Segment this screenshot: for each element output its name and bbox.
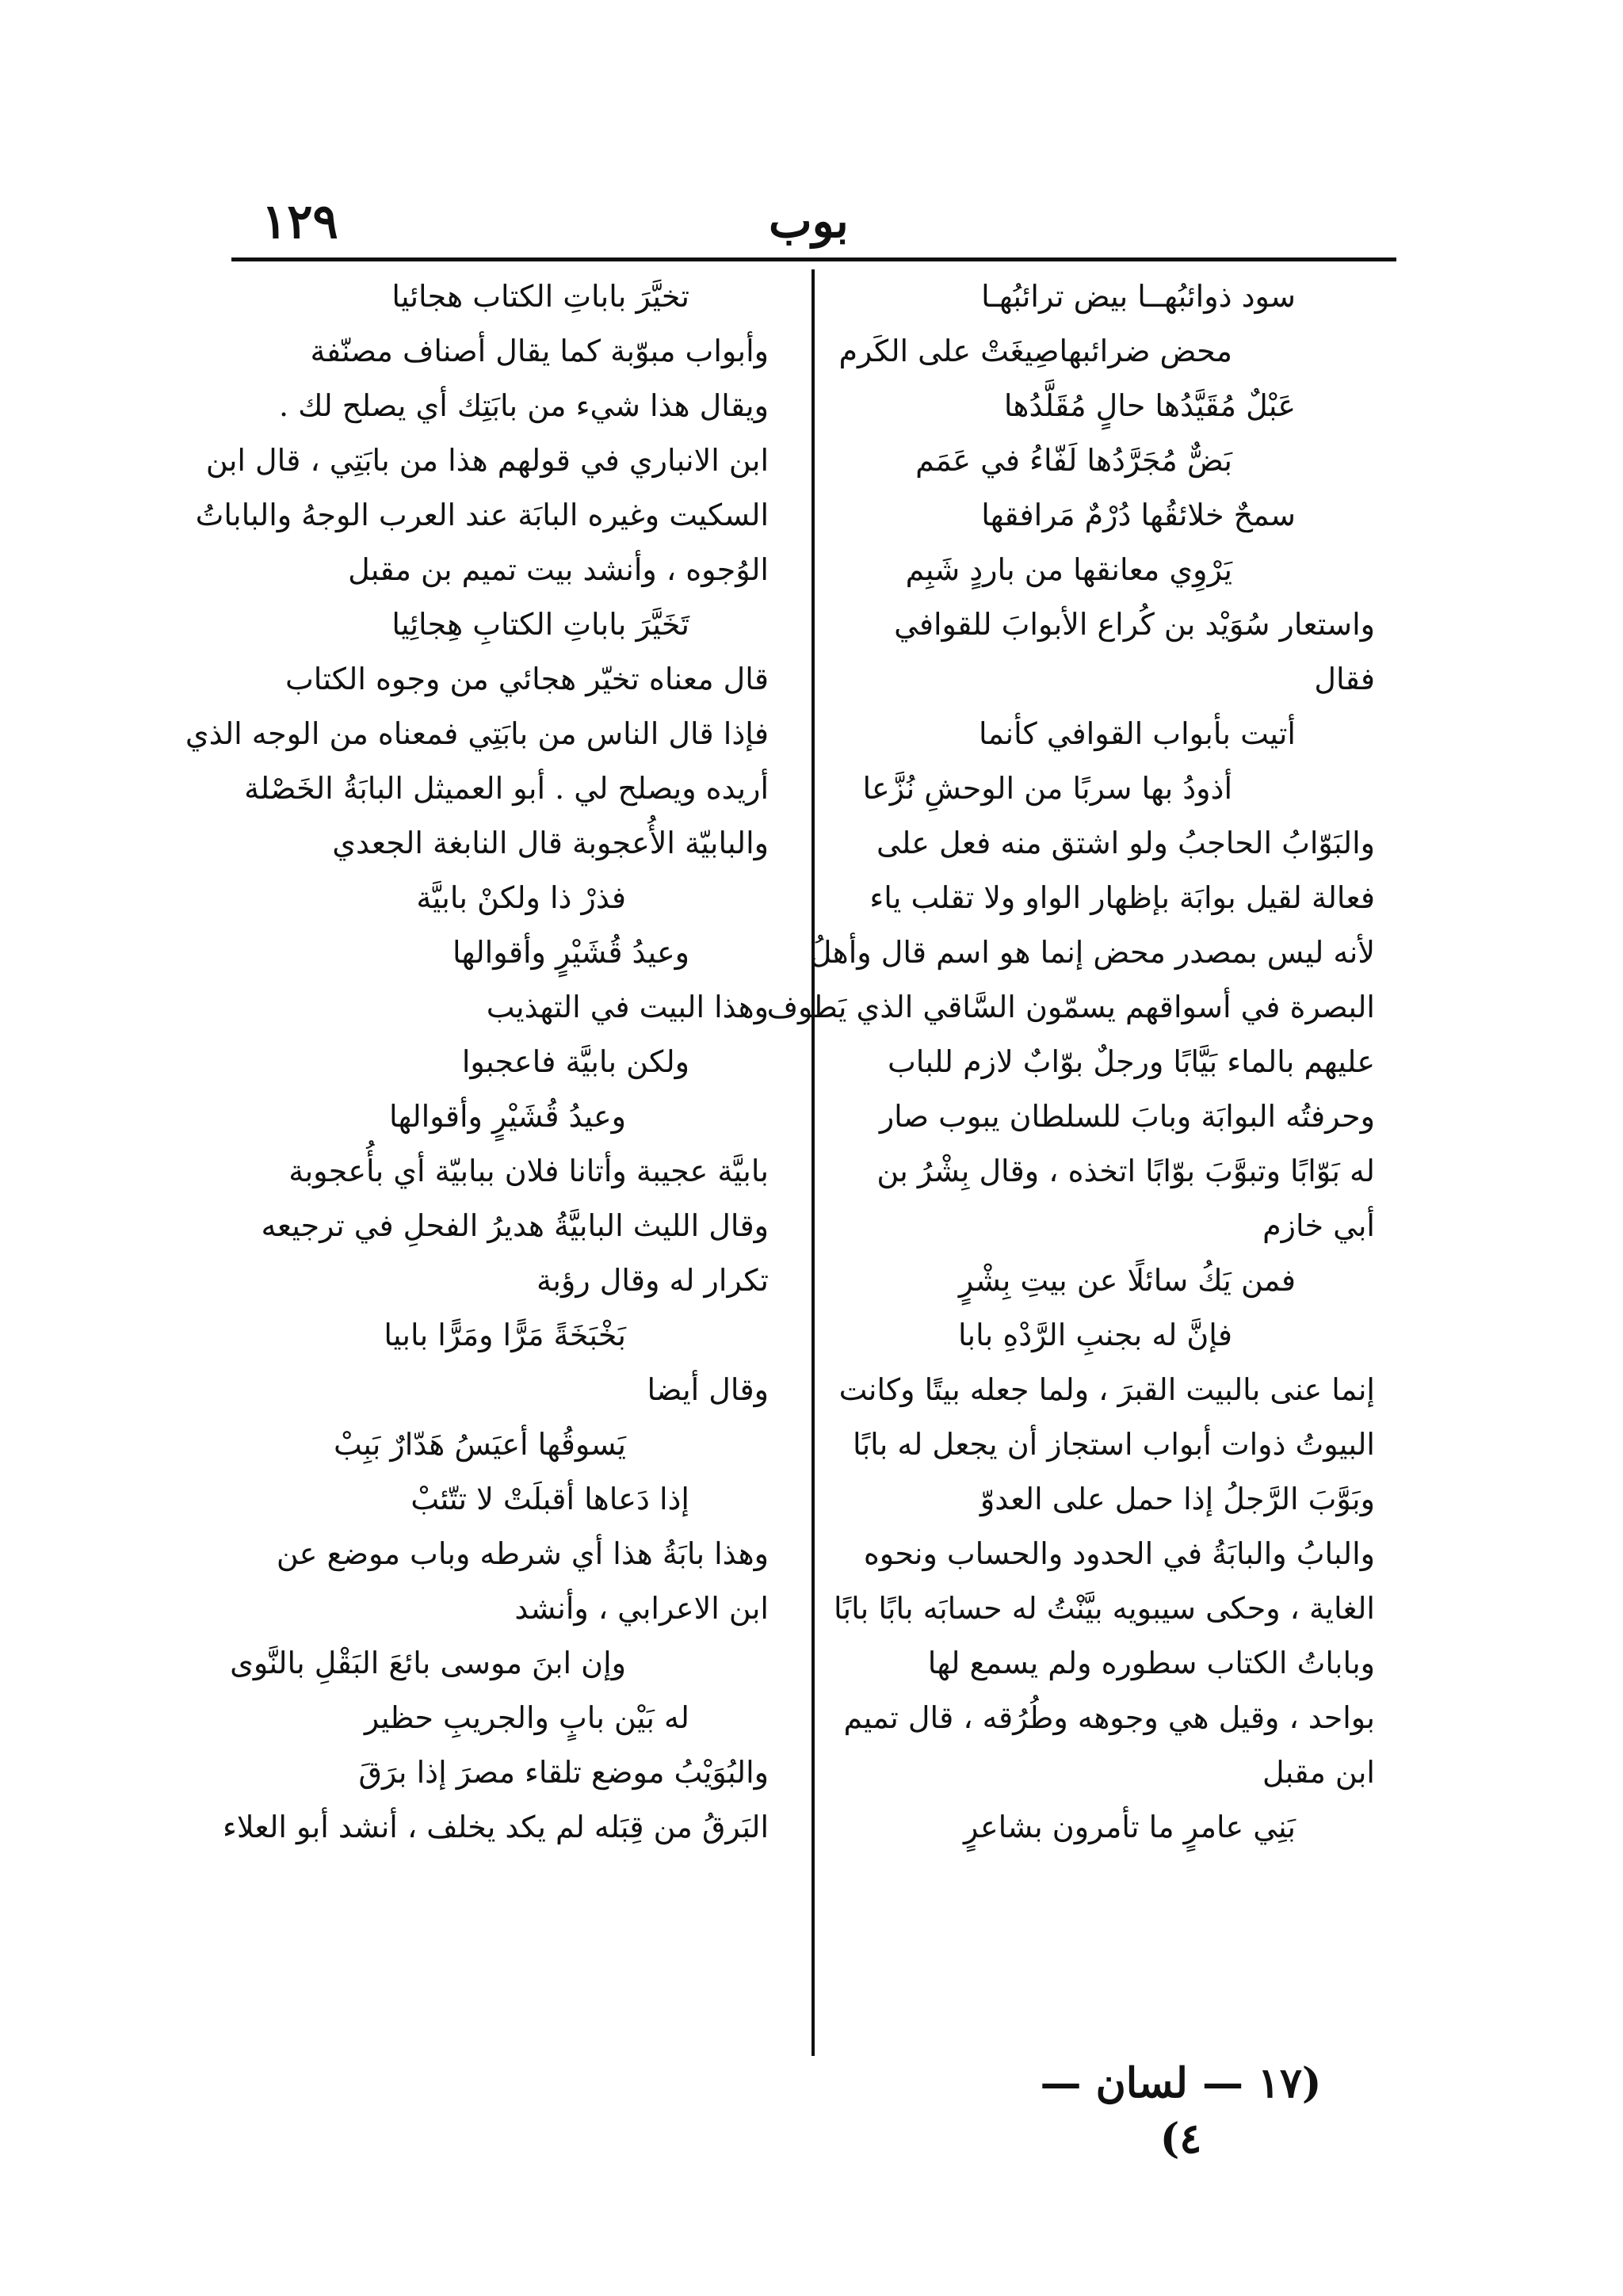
right-column-line: له بَوّابًا وتبوَّبَ بوّابًا اتخذه ، وقال بِشْرُ بن [876,1154,1375,1188]
right-column-line: لأنه ليس بمصدر محض إنما هو اسم قال وأهلُ [809,935,1375,970]
right-column-line: أتيت بأبواب القوافي كأنما [978,716,1296,751]
left-column-line: السكيت وغيره البابَة عند العرب الوجهُ والباباتُ [195,498,769,532]
left-column-line: وإن ابنَ موسى بائعَ البَقْلِ بالنَّوى [230,1646,626,1680]
left-column-line: فذرْ ذا ولكنْ بابيَّة [416,880,626,915]
left-column-line: قال معناه تخيّر هجائي من وجوه الكتاب [285,662,769,696]
left-column-line: وعيدُ قُشَيْرٍ وأقوالها [452,935,689,970]
left-column-line: ابن الاعرابي ، وأنشد [514,1591,769,1626]
left-column-line: ابن الانباري في قولهم هذا من بابَتِي ، قال ابن [205,443,769,478]
right-column-line: ابن مقبل [1262,1755,1375,1790]
left-column-line: تخيَّرَ باباتِ الكتاب هجائيا [391,279,689,314]
right-column [766,269,1375,2060]
left-column-line: وقال أيضا [647,1372,769,1407]
right-column-line: محض ضرائبهاصِيغَتْ على الكَرم [838,334,1232,368]
left-column-line: وقال الليث البابيَّةُ هديرُ الفحلِ في ترجيعه [261,1208,769,1243]
signature-mark: (١٧ — لسان — ٤) [1040,2059,1322,2163]
right-column-line: واستعار سُوَيْد بن كُراع الأبوابَ للقوافي [894,607,1375,642]
right-column-line: سود ذوائبُهــا بيض ترائبُهـا [981,279,1296,314]
right-column-line: بواحد ، وقيل هي وجوهه وطُرُقه ، قال تميم [843,1700,1375,1735]
right-column-line: والبَوّابُ الحاجبُ ولو اشتق منه فعل على [876,826,1375,860]
right-column-line: فقال [1314,662,1375,696]
left-column-line: وهذا البيت في التهذيب [486,990,769,1024]
left-column-line: تَخَيَّرَ باباتِ الكتابِ هِجائِيا [391,607,689,642]
left-column-line: بابيَّة عجيبة وأتانا فلان ببابيّة أي بأُعجوبة [288,1154,769,1188]
right-column-line: وحرفتُه البوابَة وبابَ للسلطان يبوب صار [879,1099,1375,1134]
right-column-line: إنما عنى بالبيت القبرَ ، ولما جعله بيتًا وكانت [838,1372,1375,1407]
right-column-line: وباباتُ الكتاب سطوره ولم يسمع لها [927,1646,1375,1680]
left-column-line: أريده ويصلح لي . أبو العميثل البابَةُ الخَصْلة [244,771,769,806]
left-column-line: بَخْبَخَةً مَرًّا ومَرًّا بابيا [384,1318,626,1352]
right-column-line: عَبْلٌ مُقَيَّدُها حالٍ مُقَلَّدُها [1003,388,1296,423]
column-divider [812,269,815,2056]
right-column-line: الغاية ، وحكى سيبويه بيَّنْتُ له حسابَه بابًا بابًا [833,1591,1375,1626]
left-column [185,269,769,2060]
header-rule [231,257,1396,261]
right-column-line: بَنِي عامرٍ ما تأمرون بشاعرٍ [964,1810,1296,1844]
right-column-line: سمحٌ خلائقُها دُرْمٌ مَرافقها [981,498,1296,532]
right-column-line: بَضٌّ مُجَرَّدُها لَفّاءُ في عَمَم [915,443,1232,478]
left-column-line: والبُوَيْبُ موضع تلقاء مصرَ إذا برَقَ [358,1755,769,1790]
right-column-line: أذودُ بها سربًا من الوحشِ نُزَّعا [862,771,1232,806]
right-column-line: البيوتُ ذوات أبواب استجاز أن يجعل له بابًا [853,1427,1375,1462]
left-column-line: وهذا بابَةُ هذا أي شرطه وباب موضع عن [276,1536,769,1571]
right-column-line: يَرْوِي معانقها من باردٍ شَبِم [905,552,1232,587]
left-column-line: ويقال هذا شيء من بابَتِك أي يصلح لك . [278,388,769,423]
page-number: ١٢٩ [262,194,338,250]
left-column-line: ولكن بابيَّة فاعجبوا [461,1044,689,1079]
left-column-line: إذا دَعاها أقبلَتْ لا تتّئبْ [411,1482,689,1516]
right-column-line: عليهم بالماء بَيَّابًا ورجلٌ بوّابٌ لازم للباب [888,1044,1375,1079]
right-column-line: وبَوَّبَ الرَّجلُ إذا حمل على العدوّ [980,1482,1375,1516]
left-column-line: له بَيْن بابٍ والجريبِ حظير [364,1700,689,1735]
right-column-line: فمن يَكُ سائلًا عن بيتِ بِشْرٍ [958,1263,1296,1298]
root-word-heading: بوب [769,194,849,248]
right-column-line: أبي خازم [1262,1208,1375,1243]
right-column-line: فعالة لقيل بوابَة بإظهار الواو ولا تقلب ياء [869,880,1375,915]
left-column-line: وأبواب مبوّبة كما يقال أصناف مصنّفة [310,334,769,368]
right-column-line: فإنَّ له بجنبِ الرَّدْهِ بابا [957,1318,1232,1352]
left-column-line: والبابيّة الأُعجوبة قال النابغة الجعدي [332,826,769,860]
left-column-line: البَرقُ من قِبَله لم يكد يخلف ، أنشد أبو العلاء [222,1810,769,1844]
left-column-line: تكرار له وقال رؤبة [537,1263,769,1298]
left-column-line: الوُجوه ، وأنشد بيت تميم بن مقبل [348,552,769,587]
right-column-line: والبابُ والبابَةُ في الحدود والحساب ونحوه [863,1536,1375,1571]
left-column-line: وعيدُ قُشَيْرٍ وأقوالها [388,1099,626,1134]
left-column-line: يَسوقُها أعيَسُ هَدّارٌ بَبِبْ [334,1427,626,1462]
left-column-line: فإذا قال الناس من بابَتِي فمعناه من الوجه الذي [185,716,769,751]
right-column-line: البصرة في أسواقهم يسمّون السَّاقي الذي يَطوف [766,990,1375,1024]
